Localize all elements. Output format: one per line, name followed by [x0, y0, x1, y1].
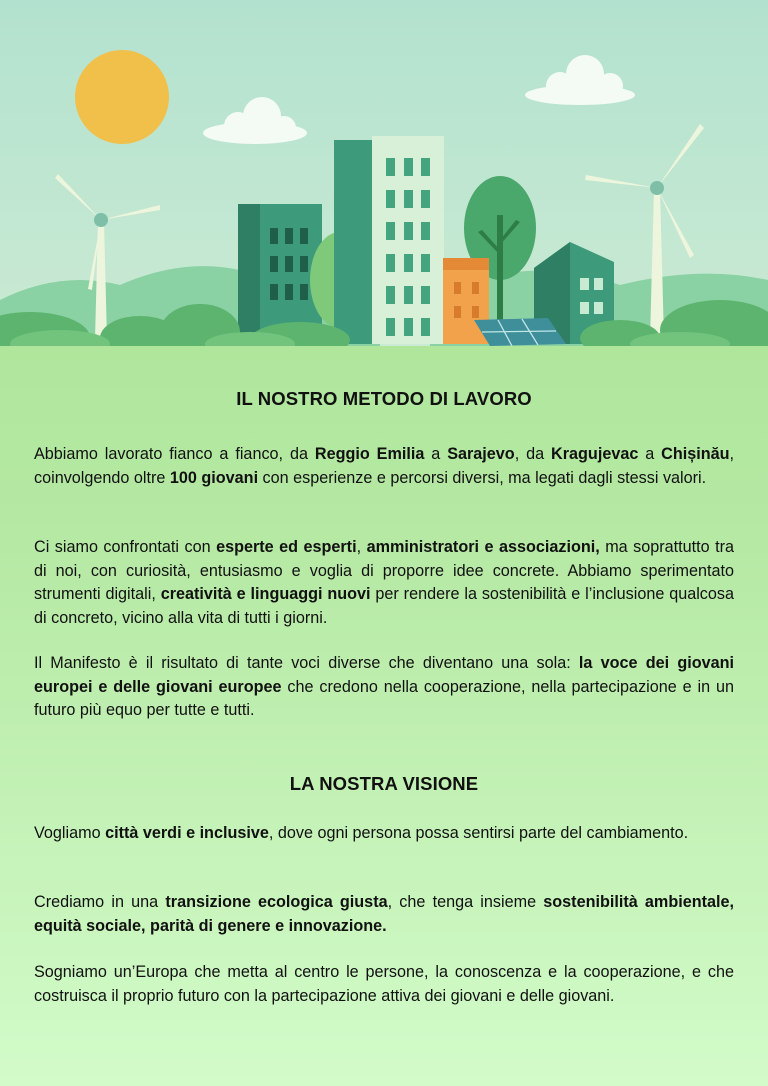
paragraph-method-2: Ci siamo confrontati con esperte ed esperti, amministratori e associazioni, ma soprattutto tra di noi, con curiosità, entusiasmo e voglia di proporre idee concrete. Abbiamo sperimentato strumenti digitali, creatività e linguaggi nuovi per rendere la sostenibilità e l’inclusione qualcosa di concreto, vicino alla vita di tutti i giorni.	[34, 538, 735, 627]
paragraph-vision-2: Crediamo in una transizione ecologica giusta, che tenga insieme sostenibilità ambientale, equità sociale, parità di genere e innovazione.	[34, 893, 734, 935]
paragraph-vision-3: Sogniamo un’Europa che metta al centro le persone, la conoscenza e la cooperazione, e che costruisca il proprio futuro con la partecipazione attiva dei giovani e delle giovani.	[34, 963, 734, 1005]
building-tall	[334, 136, 444, 344]
section-title-vision: LA NOSTRA VISIONE	[289, 773, 479, 794]
section-title-method: IL NOSTRO METODO DI LAVORO	[236, 388, 532, 409]
paragraph-vision-1: Vogliamo città verdi e inclusive, dove ogni persona possa sentirsi parte del cambiamento.	[34, 824, 689, 842]
paragraph-method-3: Il Manifesto è il risultato di tante voci diverse che diventano una sola: la voce dei giovani europei e delle giovani europee che credono nella cooperazione, nella partecipazione e in un futuro più equo per tutte e tutti.	[34, 654, 734, 719]
hero-illustration	[0, 0, 768, 346]
sun-icon	[75, 50, 169, 144]
paragraph-method-1: Abbiamo lavorato fianco a fianco, da Reggio Emilia a Sarajevo, da Kragujevac a Chișinău, coinvolgendo oltre 100 giovani con esperienze e percorsi diversi, ma legati dagli stessi valori.	[34, 445, 735, 487]
